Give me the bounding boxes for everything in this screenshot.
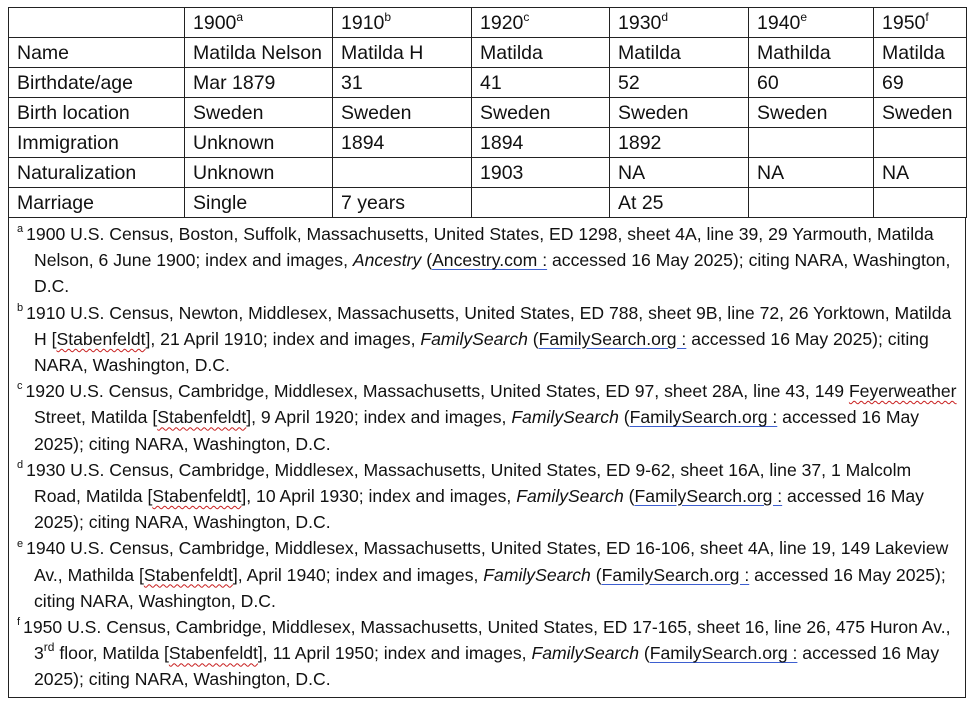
- row-label: Marriage: [9, 188, 185, 218]
- table-cell: Sweden: [185, 98, 333, 128]
- table-cell: 31: [333, 68, 472, 98]
- table-row: [9, 38, 967, 68]
- footnote-ref: d: [661, 9, 669, 24]
- table-cell: [874, 128, 967, 158]
- footnote-mark: d: [17, 458, 24, 471]
- header-cell-1940: 1940e: [749, 8, 874, 38]
- table-cell: Sweden: [472, 98, 610, 128]
- table-cell: 69: [874, 68, 967, 98]
- row-label: Name: [9, 38, 185, 68]
- table-cell: 1892: [610, 128, 749, 158]
- row-label: Immigration: [9, 128, 185, 158]
- table-cell: Unknown: [185, 158, 333, 188]
- table-cell: Matilda: [874, 38, 967, 68]
- header-cell-empty: [9, 8, 185, 38]
- table-cell: Matilda: [472, 38, 610, 68]
- header-cell-1930: 1930$^d$: [610, 8, 749, 38]
- header-cell-1920: 1920$^c$: [472, 8, 610, 38]
- footnote-a: $^a$ 1900 U.S. Census, Boston, Suffolk, Massachusetts, United States, ED 1298, sheet 4A, line 39, 29 Yarmouth, Matilda Nelson, 6 June 1900; index and images, Ancestry (Ancestry.com : accessed 16 May 2025); citing NARA, Washington, D.C.: [17, 223, 951, 297]
- footnote-ref: c: [523, 9, 530, 24]
- table-cell: 41: [472, 68, 610, 98]
- table-cell: [874, 188, 967, 218]
- table-cell: Mathilda: [749, 38, 874, 68]
- source-site: FamilySearch: [516, 486, 624, 507]
- footnote-ref: e: [800, 9, 808, 24]
- street-name: Feyerweather: [848, 381, 957, 402]
- table-cell: Matilda Nelson: [185, 38, 333, 68]
- table-cell: [749, 188, 874, 218]
- header-cell-1900: 1900$^a$: [185, 8, 333, 38]
- surname: Stabenfeldt: [56, 328, 146, 349]
- footnote-ref: a: [236, 9, 244, 24]
- source-link[interactable]: FamilySearch.org :: [601, 564, 750, 585]
- footnote-mark: f: [17, 616, 21, 629]
- table-cell: Single: [185, 188, 333, 218]
- table-row: [9, 158, 967, 188]
- table-cell: NA: [610, 158, 749, 188]
- header-row: [9, 8, 967, 38]
- ordinal-suffix: rd: [43, 640, 55, 655]
- table-row: [9, 128, 967, 158]
- header-cell-1910: 1910$^b$: [333, 8, 472, 38]
- table-row: [9, 98, 967, 128]
- source-link[interactable]: FamilySearch.org :: [634, 486, 783, 507]
- source-link[interactable]: FamilySearch.org :: [538, 328, 687, 349]
- table-cell: 1894: [333, 128, 472, 158]
- table-cell: [749, 128, 874, 158]
- row-label: Naturalization: [9, 158, 185, 188]
- footnote-f: $^f$ 1950 U.S. Census, Cambridge, Middlesex, Massachusetts, United States, ED 17-165, sheet 16, line 26, 475 Huron Av., 3rd floor, Matilda [Stabenfeldt], 11 April 1950; index and images, FamilySearch (FamilySearch.org : accessed 16 May 2025); citing NARA, Washington, D.C.: [17, 616, 951, 690]
- footnote-ref: b: [384, 9, 392, 24]
- table-cell: At 25: [610, 188, 749, 218]
- source-site: FamilySearch: [483, 564, 591, 585]
- source-site: Ancestry: [352, 250, 422, 271]
- table-cell: NA: [874, 158, 967, 188]
- source-link[interactable]: Ancestry.com :: [432, 250, 548, 271]
- surname: Stabenfeldt: [152, 486, 242, 507]
- table-cell: Unknown: [185, 128, 333, 158]
- table-cell: Matilda H: [333, 38, 472, 68]
- footnotes-section: [8, 218, 966, 698]
- footnote-b: $^b$ 1910 U.S. Census, Newton, Middlesex, Massachusetts, United States, ED 788, sheet 9B, line 72, 26 Yorktown, Matilda H [Stabenfeldt], 21 April 1910; index and images, FamilySearch (FamilySearch.org : accessed 16 May 2025); citing NARA, Washington, D.C.: [17, 301, 952, 376]
- census-table: [8, 7, 967, 218]
- table-row: [9, 68, 967, 98]
- footnote-d: $^d$ 1930 U.S. Census, Cambridge, Middlesex, Massachusetts, United States, ED 9-62, sheet 16A, line 37, 1 Malcolm Road, Matilda [Stabenfeldt], 10 April 1930; index and images, FamilySearch (FamilySearch.org : accessed 16 May 2025); citing NARA, Washington, D.C.: [17, 458, 924, 533]
- header-cell-1950: 1950$^f$: [874, 8, 967, 38]
- table-cell: Sweden: [749, 98, 874, 128]
- table-cell: NA: [749, 158, 874, 188]
- table-cell: Sweden: [610, 98, 749, 128]
- row-label: Birth location: [9, 98, 185, 128]
- table-cell: Sweden: [874, 98, 967, 128]
- footnote-ref: f: [925, 9, 929, 24]
- footnote-mark: e: [17, 537, 24, 550]
- table-cell: 60: [749, 68, 874, 98]
- footnote-e: $^e$ 1940 U.S. Census, Cambridge, Middlesex, Massachusetts, United States, ED 16-106, sheet 4A, line 19, 149 Lakeview Av., Mathilda [Stabenfeldt], April 1940; index and images, FamilySearch (FamilySearch.org : accessed 16 May 2025); citing NARA, Washington, D.C.: [17, 537, 949, 611]
- source-site: FamilySearch: [420, 328, 528, 349]
- row-label: Birthdate/age: [9, 68, 185, 98]
- surname: Stabenfeldt: [157, 407, 247, 428]
- table-cell: 1903: [472, 158, 610, 188]
- table-cell: [333, 158, 472, 188]
- source-link[interactable]: FamilySearch.org :: [629, 407, 778, 428]
- table-row: [9, 188, 967, 218]
- table-cell: [472, 188, 610, 218]
- table-cell: Sweden: [333, 98, 472, 128]
- table-cell: Matilda: [610, 38, 749, 68]
- surname: Stabenfeldt: [143, 564, 233, 585]
- source-link[interactable]: FamilySearch.org :: [649, 643, 798, 664]
- footnote-c: $^c$ 1920 U.S. Census, Cambridge, Middlesex, Massachusetts, United States, ED 97, sheet 28A, line 43, 149 Feyerweather Street, Matilda [Stabenfeldt], 9 April 1920; index and images, FamilySearch (FamilySearch.org : accessed 16 May 2025); citing NARA, Washington, D.C.: [17, 380, 957, 454]
- footnote-mark: c: [17, 380, 23, 393]
- footnote-mark: a: [17, 223, 24, 236]
- footnote-mark: b: [17, 301, 24, 314]
- source-site: FamilySearch: [531, 643, 640, 664]
- surname: Stabenfeldt: [168, 643, 258, 664]
- table-cell: 7 years: [333, 188, 472, 218]
- table-cell: 1894: [472, 128, 610, 158]
- census-document: [8, 7, 966, 698]
- table-cell: Mar 1879: [185, 68, 333, 98]
- source-site: FamilySearch: [511, 407, 619, 428]
- table-cell: 52: [610, 68, 749, 98]
